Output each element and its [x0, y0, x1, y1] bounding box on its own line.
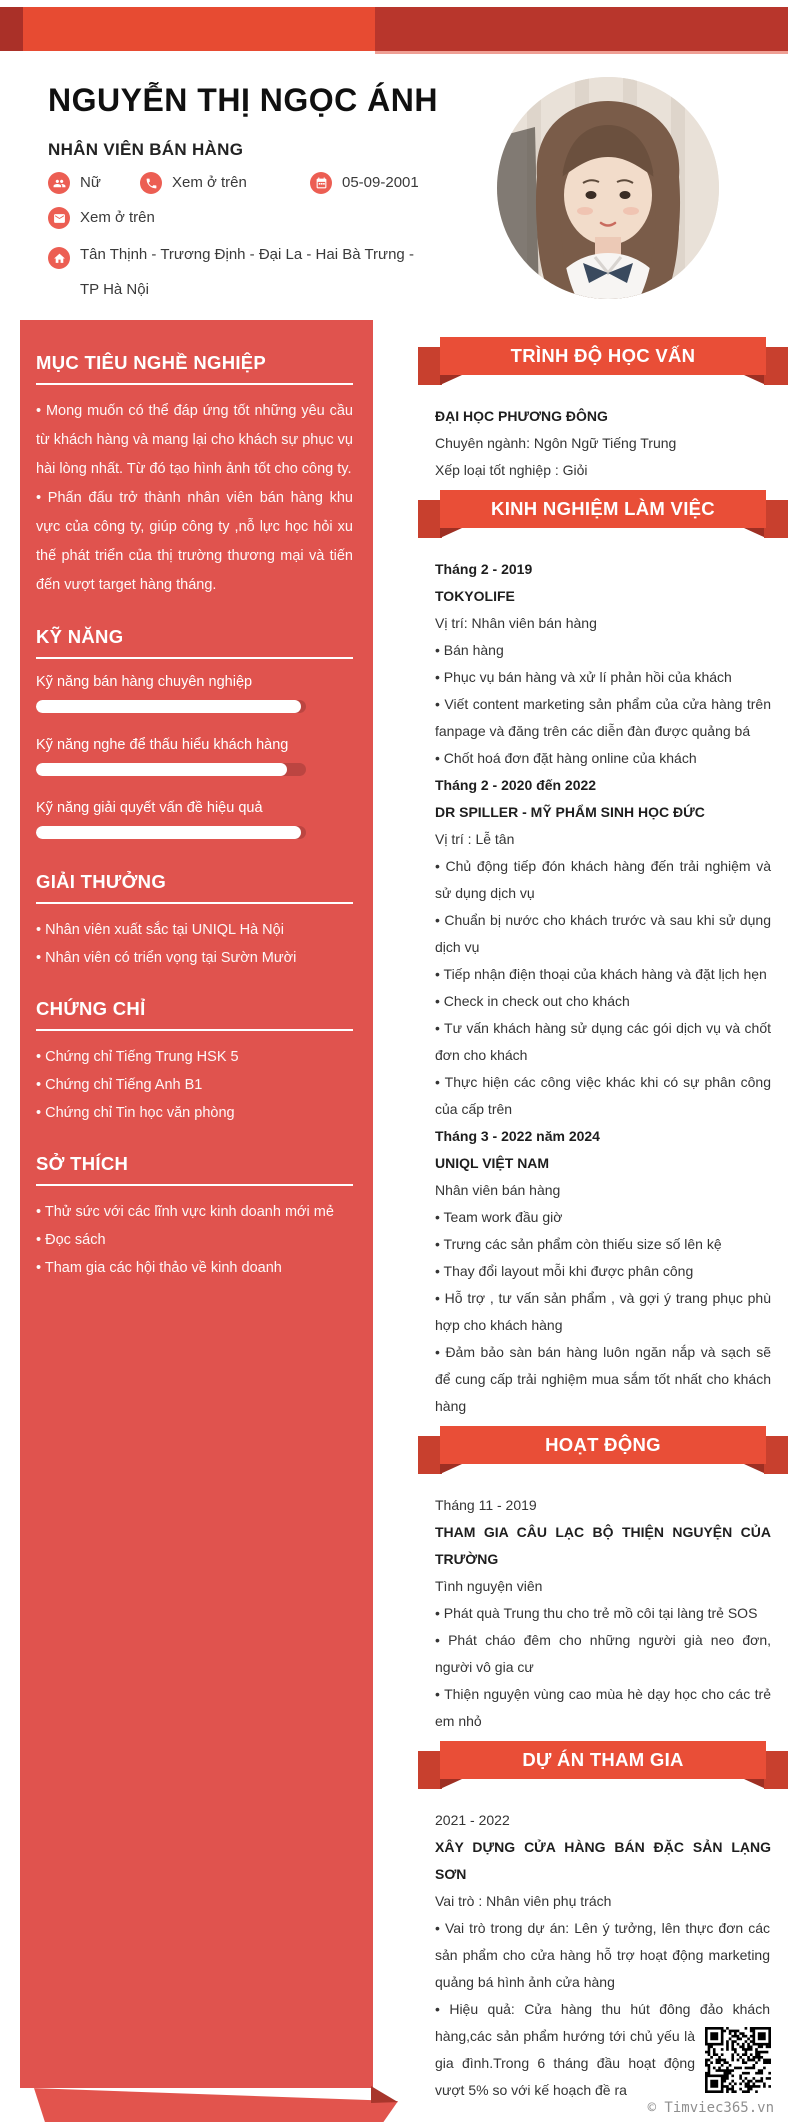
job-bullet: • Bán hàng	[435, 642, 504, 658]
banner-tail-left	[418, 1751, 442, 1789]
phone-value: Xem ở trên	[172, 174, 247, 191]
school-name: ĐẠI HỌC PHƯƠNG ĐÔNG	[435, 408, 608, 424]
skill-progress-fill	[36, 763, 287, 776]
objective-paragraph: • Mong muốn có thể đáp ứng tốt những yêu cầu từ khách hàng và mang lại cho khách sự phục vụ hài lòng nhất. Từ đó tạo hình ảnh tốt cho công ty.	[36, 403, 353, 477]
skill-item	[36, 671, 353, 713]
project-bullets-wrap	[435, 1915, 771, 2104]
sidebar-fold-shadow	[371, 2086, 398, 2103]
experience-banner	[418, 490, 788, 538]
education-banner-title: TRÌNH ĐỘ HỌC VẤN	[440, 337, 766, 375]
job-period: Tháng 2 - 2019	[435, 561, 533, 577]
contact-phone	[140, 172, 310, 194]
skills-title: KỸ NĂNG	[36, 626, 353, 659]
email-value: Xem ở trên	[80, 209, 155, 226]
topbar-left-block	[0, 7, 23, 51]
job-period: Tháng 3 - 2022 năm 2024	[435, 1128, 600, 1144]
job-bullet: • Thực hiện các công việc khác khi có sự phân công của cấp trên	[435, 1074, 771, 1117]
banner-tail-right	[764, 1436, 788, 1474]
activities-banner	[418, 1426, 788, 1474]
certificate-item: • Chứng chỉ Tiếng Trung HSK 5	[36, 1049, 239, 1065]
qr-float-spacer	[770, 1915, 771, 2023]
home-icon	[48, 247, 70, 269]
job-company: UNIQL VIỆT NAM	[435, 1155, 550, 1171]
education-block	[435, 403, 771, 484]
awards-title: GIẢI THƯỞNG	[36, 871, 353, 904]
birthday-value: 05-09-2001	[342, 174, 419, 191]
job-bullet: • Tư vấn khách hàng sử dụng các gói dịch vụ và chốt đơn cho khách	[435, 1020, 771, 1063]
banner-fold-left	[440, 528, 462, 538]
project-role: Vai trò : Nhân viên phụ trách	[435, 1893, 612, 1909]
job-bullet: • Phục vụ bán hàng và xử lí phản hồi của khách	[435, 669, 732, 685]
banner-tail-right	[764, 500, 788, 538]
banner-tail-right	[764, 347, 788, 385]
main-column	[435, 331, 771, 2104]
contact-row-2	[48, 207, 155, 229]
education-line: Chuyên ngành: Ngôn Ngữ Tiếng Trung	[435, 435, 677, 451]
activity-bullet: • Thiện nguyện vùng cao mùa hè dạy học cho các trẻ em nhỏ	[435, 1686, 771, 1729]
contact-address	[48, 244, 430, 307]
topbar-middle-block	[23, 7, 375, 51]
hobby-item: • Đọc sách	[36, 1232, 106, 1248]
banner-tail-left	[418, 347, 442, 385]
project-bullet: • Vai trò trong dự án: Lên ý tưởng, lên thực đơn các sản phẩm cho cửa hàng hỗ trợ hoạt động marketing quảng bá hình ảnh cửa hàng	[435, 1920, 770, 1990]
activity-bullet: • Phát cháo đêm cho những người già neo đơn, người vô gia cư	[435, 1632, 771, 1675]
award-item: • Nhân viên xuất sắc tại UNIQL Hà Nội	[36, 922, 284, 938]
job-bullet: • Thay đổi layout mỗi khi được phân công	[435, 1263, 694, 1279]
activity-period: Tháng 11 - 2019	[435, 1497, 537, 1513]
activity-bullet: • Phát quà Trung thu cho trẻ mồ côi tại làng trẻ SOS	[435, 1605, 758, 1621]
people-icon	[48, 172, 70, 194]
projects-banner	[418, 1741, 788, 1789]
phone-icon	[140, 172, 162, 194]
activities-block	[435, 1492, 771, 1735]
job-bullet: • Trưng các sản phẩm còn thiếu size số lên kệ	[435, 1236, 722, 1252]
hobby-item: • Tham gia các hội thảo về kinh doanh	[36, 1260, 282, 1276]
calendar-icon	[310, 172, 332, 194]
job-bullets	[435, 1204, 771, 1420]
projects-block	[435, 1807, 771, 2104]
candidate-name: NGUYỄN THỊ NGỌC ÁNH	[48, 82, 438, 118]
banner-tail-left	[418, 500, 442, 538]
sidebar-fold-strip	[34, 2086, 398, 2122]
banner-fold-left	[440, 375, 462, 385]
award-item: • Nhân viên có triển vọng tại Sườn Mười	[36, 950, 297, 966]
objective-title: MỤC TIÊU NGHỀ NGHIỆP	[36, 352, 353, 385]
banner-fold-right	[744, 1779, 766, 1789]
education-banner	[418, 337, 788, 385]
topbar-accent-line	[375, 51, 788, 54]
contact-row-3	[48, 244, 430, 307]
topbar-right-block	[375, 7, 788, 51]
job-entry	[435, 1123, 771, 1420]
section-objective	[36, 352, 353, 600]
hobbies-list	[36, 1198, 353, 1282]
experience-banner-title: KINH NGHIỆM LÀM VIỆC	[440, 490, 766, 528]
job-bullet: • Chủ động tiếp đón khách hàng đến trải nghiệm và sử dụng dịch vụ	[435, 858, 771, 901]
activity-role: Tình nguyện viên	[435, 1578, 543, 1594]
job-bullet: • Chuẩn bị nước cho khách trước và sau khi sử dụng dịch vụ	[435, 912, 771, 955]
banner-fold-left	[440, 1779, 462, 1789]
section-skills	[36, 626, 353, 839]
experience-jobs	[435, 556, 771, 1420]
skill-label: Kỹ năng giải quyết vấn đề hiệu quả	[36, 800, 263, 816]
section-awards	[36, 871, 353, 972]
job-entry	[435, 772, 771, 1123]
watermark-credit: © Timviec365.vn	[647, 2100, 774, 2116]
job-bullet: • Chốt hoá đơn đặt hàng online của khách	[435, 750, 697, 766]
banner-fold-right	[744, 528, 766, 538]
awards-list	[36, 916, 353, 972]
contact-gender	[48, 172, 140, 194]
certificates-list	[36, 1043, 353, 1127]
skill-progress-track	[36, 763, 306, 776]
project-bullet: • Hiệu quả: Cửa hàng thu hút đông đảo khách hàng,các sản phẩm hướng tới chủ yếu là gia đình.Trong 6 tháng đầu hoạt động vượt 5% so với kế hoạch đề ra	[435, 2001, 770, 2098]
education-lines	[435, 430, 771, 484]
skill-label: Kỹ năng bán hàng chuyên nghiệp	[36, 674, 253, 690]
job-bullet: • Viết content marketing sản phẩm của cửa hàng trên fanpage và đăng trên các diễn đàn được quảng bá	[435, 696, 771, 739]
job-bullet: • Team work đầu giờ	[435, 1209, 563, 1225]
skills-list	[36, 671, 353, 839]
hobbies-title: SỞ THÍCH	[36, 1153, 353, 1186]
objective-paragraph: • Phấn đấu trở thành nhân viên bán hàng khu vực của công ty, giúp công ty ,nỗ lực học hỏi xu thế phát triển của thị trường thương mại và tiến đến vượt target hàng tháng.	[36, 490, 353, 593]
job-period: Tháng 2 - 2020 đến 2022	[435, 777, 597, 793]
activities-banner-title: HOẠT ĐỘNG	[440, 1426, 766, 1464]
banner-fold-left	[440, 1464, 462, 1474]
skill-label: Kỹ năng nghe để thấu hiểu khách hàng	[36, 737, 289, 753]
skill-progress-track	[36, 700, 306, 713]
skill-progress-fill	[36, 700, 301, 713]
job-role: Vị trí : Lễ tân	[435, 831, 515, 847]
skill-progress-track	[36, 826, 306, 839]
section-certificates	[36, 998, 353, 1127]
job-bullet: • Đảm bảo sàn bán hàng luôn ngăn nắp và sạch sẽ để cung cấp trải nghiệm mua sắm tốt nhất cho khách hàng	[435, 1344, 771, 1414]
portrait-illustration	[497, 77, 719, 299]
job-company: DR SPILLER - MỸ PHẨM SINH HỌC ĐỨC	[435, 804, 705, 820]
skill-progress-fill	[36, 826, 301, 839]
certificate-item: • Chứng chỉ Tin học văn phòng	[36, 1105, 235, 1121]
job-bullets	[435, 637, 771, 772]
section-hobbies	[36, 1153, 353, 1282]
certificates-title: CHỨNG CHỈ	[36, 998, 353, 1031]
skill-item	[36, 797, 353, 839]
activity-bullets	[435, 1600, 771, 1735]
contact-email	[48, 207, 155, 229]
sidebar	[20, 320, 373, 2088]
hobby-item: • Thử sức với các lĩnh vực kinh doanh mới mẻ	[36, 1204, 334, 1220]
job-entry	[435, 556, 771, 772]
certificate-item: • Chứng chỉ Tiếng Anh B1	[36, 1077, 203, 1093]
job-bullet: • Tiếp nhận điện thoại của khách hàng và đặt lịch hẹn	[435, 966, 767, 982]
mail-icon	[48, 207, 70, 229]
project-name: XÂY DỰNG CỬA HÀNG BÁN ĐẶC SẢN LẠNG SƠN	[435, 1839, 771, 1882]
objective-paragraphs	[36, 397, 353, 600]
job-company: TOKYOLIFE	[435, 588, 515, 604]
gender-value: Nữ	[80, 174, 101, 191]
education-line: Xếp loại tốt nghiệp : Giỏi	[435, 462, 588, 478]
qr-code	[705, 2027, 771, 2093]
contact-birthday	[310, 172, 419, 194]
address-value: Tân Thịnh - Trương Định - Đại La - Hai Bà Trưng - TP Hà Nội	[80, 246, 414, 298]
job-bullets	[435, 853, 771, 1123]
banner-tail-left	[418, 1436, 442, 1474]
project-period: 2021 - 2022	[435, 1812, 510, 1828]
activity-org: THAM GIA CÂU LẠC BỘ THIỆN NGUYỆN CỦA TRƯỜNG	[435, 1524, 771, 1567]
profile-photo	[497, 77, 719, 299]
job-role: Nhân viên bán hàng	[435, 1182, 561, 1198]
candidate-job-title: NHÂN VIÊN BÁN HÀNG	[48, 140, 244, 159]
projects-banner-title: DỰ ÁN THAM GIA	[440, 1741, 766, 1779]
job-bullet: • Check in check out cho khách	[435, 993, 630, 1009]
contact-row-1	[48, 172, 419, 194]
skill-item	[36, 734, 353, 776]
job-role: Vị trí: Nhân viên bán hàng	[435, 615, 597, 631]
banner-fold-right	[744, 1464, 766, 1474]
job-bullet: • Hỗ trợ , tư vấn sản phẩm , và gợi ý trang phục phù hợp cho khách hàng	[435, 1290, 771, 1333]
banner-fold-right	[744, 375, 766, 385]
banner-tail-right	[764, 1751, 788, 1789]
